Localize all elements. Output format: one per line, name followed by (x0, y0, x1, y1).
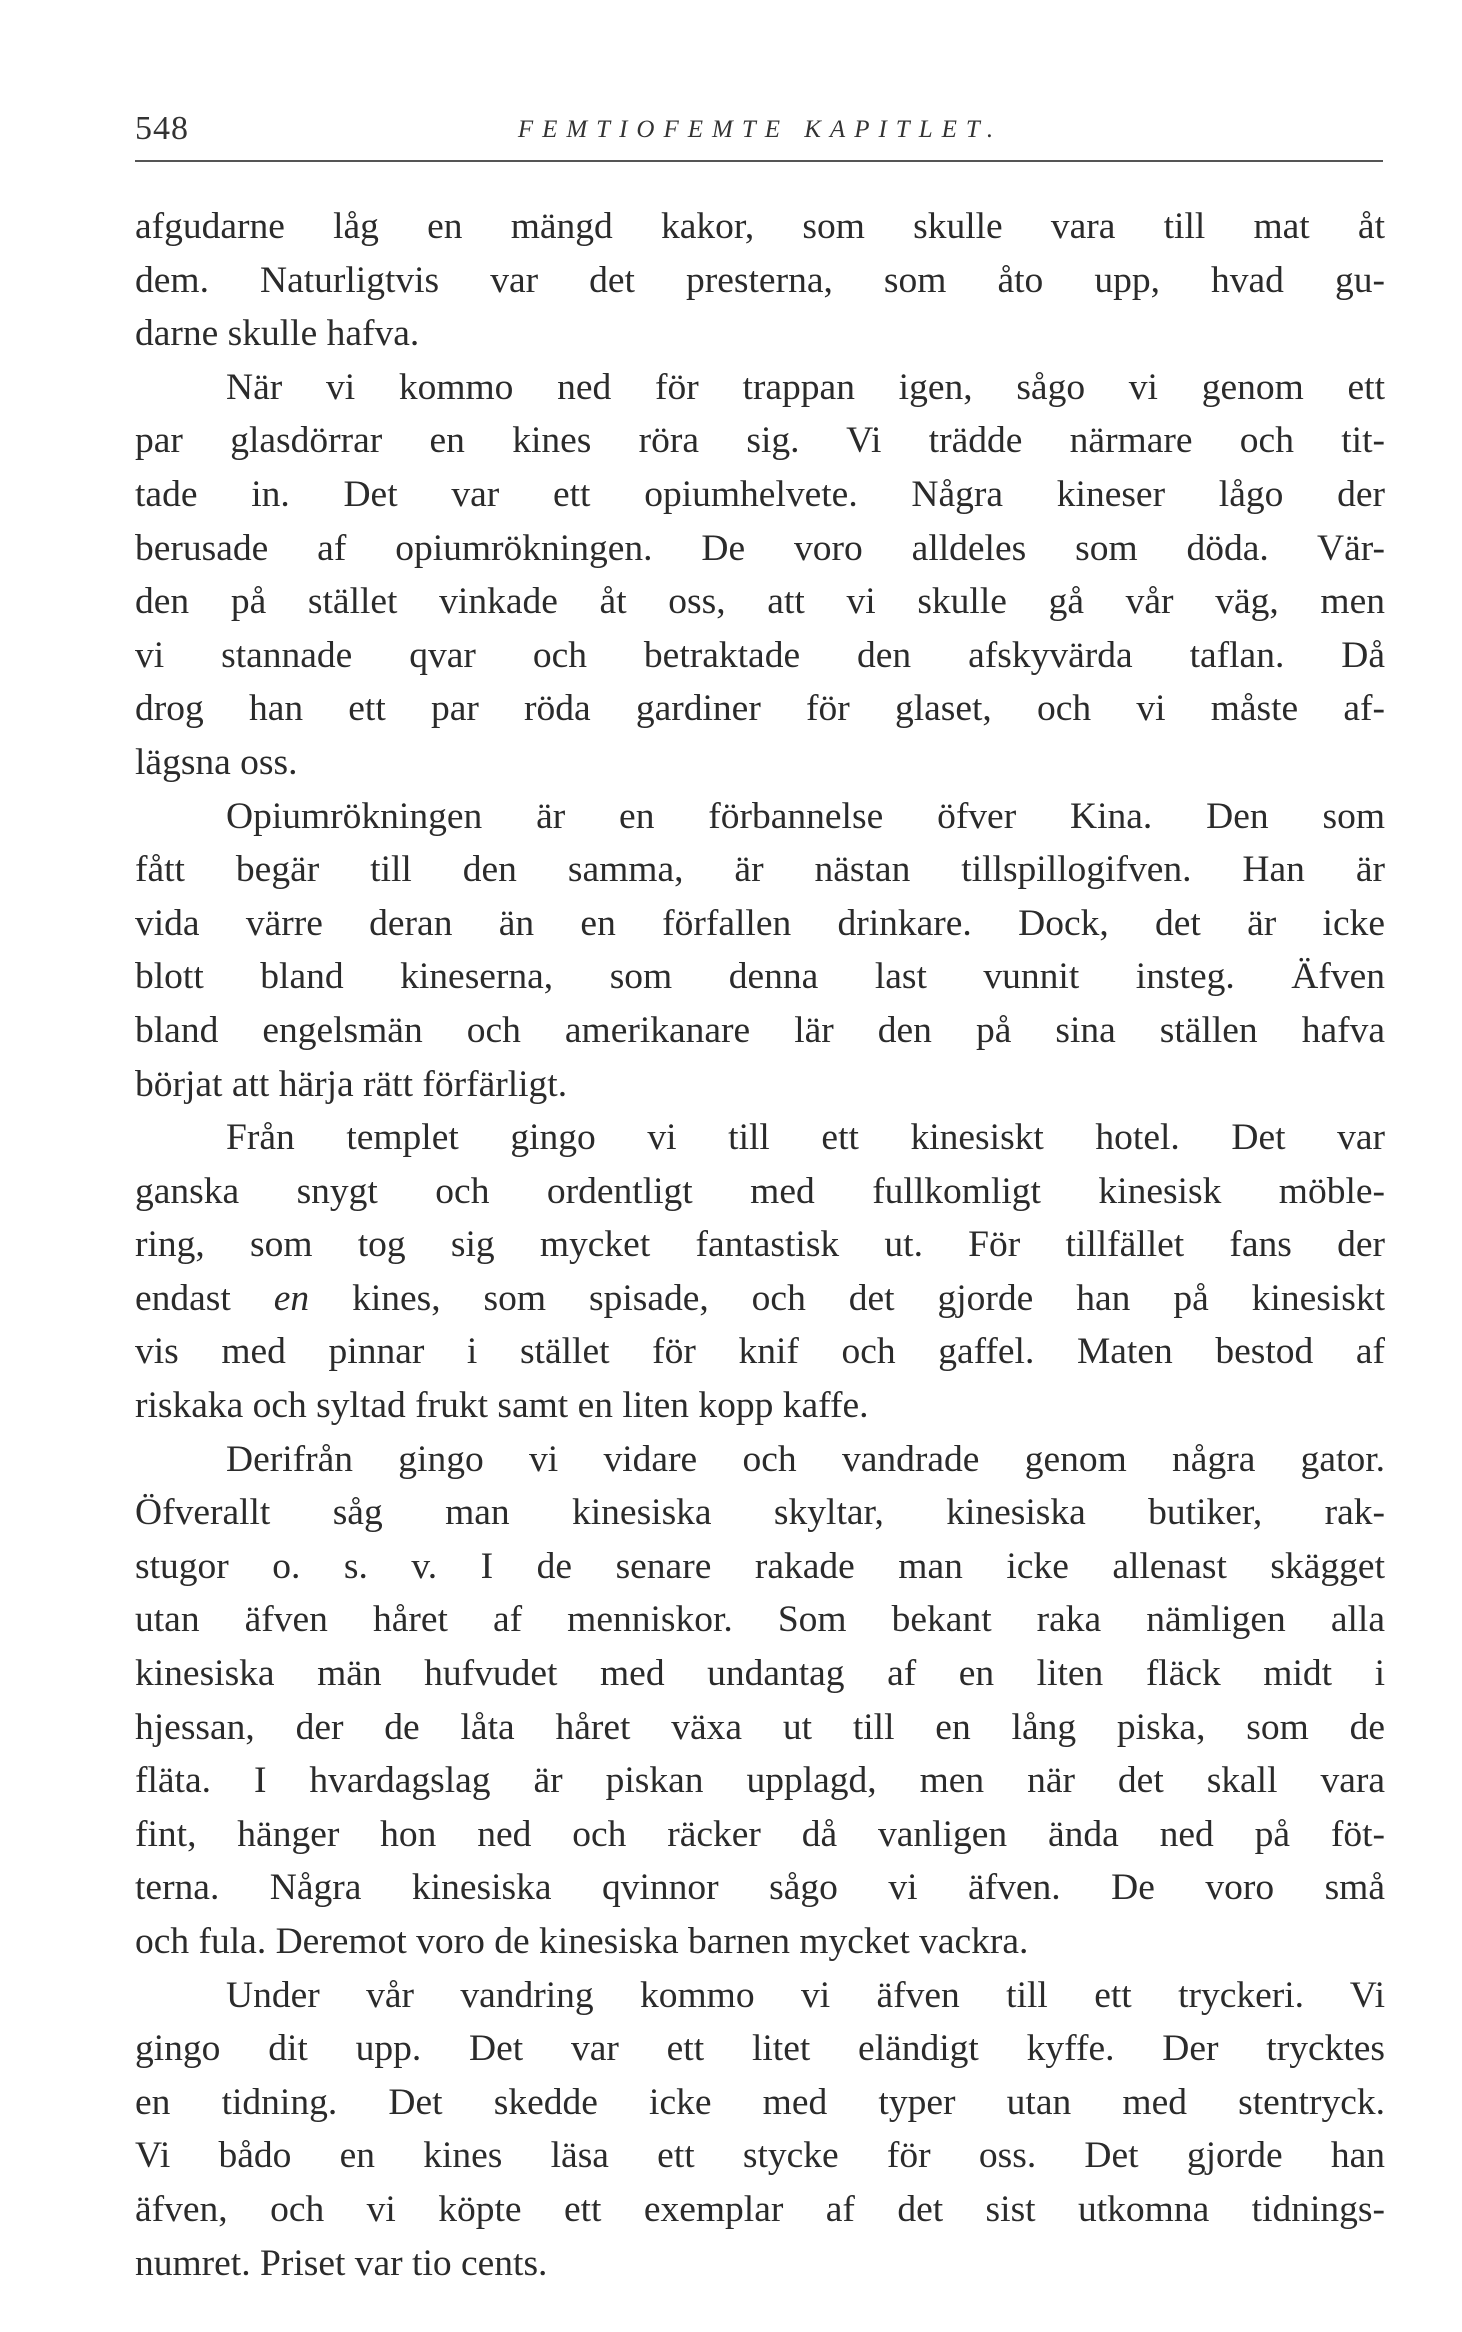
body-text (135, 200, 1385, 2290)
text-line: fint, hänger hon ned och räcker då vanligen ända ned på föt- (135, 1813, 1385, 1855)
text-line: vis med pinnar i stället för knif och gaffel. Maten bestod af (135, 1331, 1385, 1373)
text-line: Under vår vandring kommo vi äfven till ett tryckeri. Vi (226, 1974, 1385, 2016)
italic-word: en (273, 1277, 310, 1319)
text-line: När vi kommo ned för trappan igen, sågo vi genom ett (226, 366, 1385, 408)
page-header (135, 102, 1385, 162)
text-line: numret. Priset var tio cents. (135, 2242, 548, 2284)
text-line: fått begär till den samma, är nästan tillspillogifven. Han är (135, 849, 1385, 891)
text-line: vi stannade qvar och betraktade den afskyvärda taflan. Då (135, 634, 1385, 676)
text-line: Från templet gingo vi till ett kinesiskt hotel. Det var (226, 1117, 1385, 1159)
text-line: gingo dit upp. Det var ett litet eländigt kyffe. Der trycktes (135, 2028, 1385, 2070)
text-line: berusade af opiumrökningen. De voro alldeles som döda. Vär- (135, 527, 1385, 569)
text-line: hjessan, der de låta håret växa ut till en lång piska, som de (135, 1706, 1385, 1748)
text-line: tade in. Det var ett opiumhelvete. Några kineser lågo der (135, 473, 1385, 515)
text-line: börjat att härja rätt förfärligt. (135, 1063, 568, 1105)
page-number: 548 (135, 110, 189, 147)
text-line: dem. Naturligtvis var det presterna, som åto upp, hvad gu- (135, 259, 1385, 301)
text-line: fläta. I hvardagslag är piskan upplagd, men när det skall vara (135, 1760, 1385, 1802)
text-line: den på stället vinkade åt oss, att vi skulle gå vår väg, men (135, 581, 1385, 623)
text-line: Derifrån gingo vi vidare och vandrade genom några gator. (226, 1438, 1385, 1480)
text-line: riskaka och syltad frukt samt en liten kopp kaffe. (135, 1385, 869, 1427)
text-line: vida värre deran än en förfallen drinkare. Dock, det är icke (135, 902, 1385, 944)
text-line: terna. Några kinesiska qvinnor sågo vi äfven. De voro små (135, 1867, 1385, 1909)
text-line: Vi bådo en kines läsa ett stycke för oss. Det gjorde han (135, 2135, 1385, 2177)
text-line: Opiumrökningen är en förbannelse öfver Kina. Den som (226, 795, 1385, 837)
text-line: darne skulle hafva. (135, 313, 420, 355)
text-line: Öfverallt såg man kinesiska skyltar, kinesiska butiker, rak- (135, 1492, 1385, 1534)
text-line: drog han ett par röda gardiner för glaset, och vi måste af- (135, 688, 1385, 730)
text-line: ring, som tog sig mycket fantastisk ut. För tillfället fans der (135, 1224, 1385, 1266)
text-line: stugor o. s. v. I de senare rakade man icke allenast skägget (135, 1545, 1385, 1587)
text-line: afgudarne låg en mängd kakor, som skulle vara till mat åt (135, 206, 1385, 247)
text-line: bland engelsmän och amerikanare lär den på sina ställen hafva (135, 1009, 1385, 1051)
text-line: utan äfven håret af menniskor. Som bekant raka nämligen alla (135, 1599, 1385, 1641)
text-line: blott bland kineserna, som denna last vunnit insteg. Äfven (135, 956, 1385, 998)
text-line: äfven, och vi köpte ett exemplar af det sist utkomna tidnings- (135, 2188, 1385, 2230)
text-line: par glasdörrar en kines röra sig. Vi trädde närmare och tit- (135, 420, 1385, 462)
text-line: endast en kines, som spisade, och det gjorde han på kinesiskt (135, 1277, 1385, 1319)
text-line: och fula. Deremot voro de kinesiska barnen mycket vackra. (135, 1921, 1029, 1962)
header-rule (135, 160, 1383, 162)
text-line: ganska snygt och ordentligt med fullkomligt kinesisk möble- (135, 1170, 1385, 1212)
text-line: kinesiska män hufvudet med undantag af en liten fläck midt i (135, 1653, 1385, 1695)
text-line: en tidning. Det skedde icke med typer utan med stentryck. (135, 2081, 1385, 2123)
running-title: FEMTIOFEMTE KAPITLET. (517, 116, 1003, 143)
text-line: lägsna oss. (135, 741, 298, 783)
